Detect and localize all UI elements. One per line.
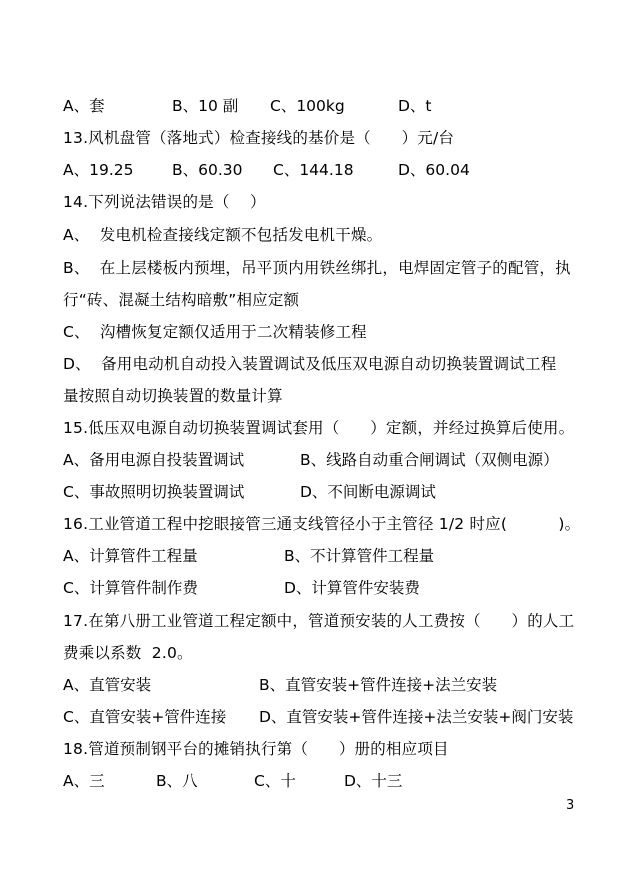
q15-option-c: C、事故照明切换装置调试 — [63, 483, 245, 501]
q16-option-c: C、计算管件制作费 — [63, 579, 198, 597]
q12-option-a: A、套 — [63, 97, 105, 115]
q18-option-c: C、十 — [254, 772, 296, 790]
q13-option-a: A、19.25 — [63, 161, 134, 179]
q17-option-c: C、直管安装+管件连接 — [63, 708, 227, 726]
q17-option-a: A、直管安装 — [63, 676, 152, 694]
q17-stem-line2: 费乘以系数 2.0。 — [63, 644, 193, 662]
q12-option-c: C、100kg — [270, 97, 345, 115]
q15-option-a: A、备用电源自投装置调试 — [63, 451, 245, 469]
page-number: 3 — [566, 798, 575, 813]
q14-option-a: A、 发电机检查接线定额不包括发电机干燥。 — [63, 226, 383, 244]
q12-option-b: B、10 副 — [172, 97, 239, 115]
q17-option-d: D、直管安装+管件连接+法兰安装+阀门安装 — [259, 708, 574, 726]
q14-option-c: C、 沟槽恢复定额仅适用于二次精装修工程 — [63, 323, 367, 341]
q16-option-b: B、不计算管件工程量 — [284, 547, 435, 565]
q13-option-c: C、144.18 — [273, 161, 354, 179]
q12-option-d: D、t — [398, 97, 432, 115]
q16-option-d: D、计算管件安装费 — [284, 579, 420, 597]
q17-option-b: B、直管安装+管件连接+法兰安装 — [259, 676, 498, 694]
q18-option-d: D、十三 — [344, 772, 403, 790]
q16-stem: 16.工业管道工程中挖眼接管三通支线管径小于主管径 1/2 时应( )。 — [63, 515, 581, 533]
q15-option-d: D、不间断电源调试 — [300, 483, 436, 501]
q18-option-b: B、八 — [156, 772, 198, 790]
q15-stem: 15.低压双电源自动切换装置调试套用（ ）定额，并经过换算后使用。 — [63, 419, 575, 437]
q14-option-d-line2: 量按照自动切换装置的数量计算 — [63, 387, 283, 405]
q17-stem-line1: 17.在第八册工业管道工程定额中，管道预安装的人工费按（ ）的人工 — [63, 612, 575, 630]
q14-option-b-line2: 行“砖、混凝土结构暗敷”相应定额 — [63, 291, 300, 309]
q14-option-d-line1: D、 备用电动机自动投入装置调试及低压双电源自动切换装置调试工程 — [63, 355, 557, 373]
q13-option-d: D、60.04 — [398, 161, 470, 179]
q14-option-b-line1: B、 在上层楼板内预埋，吊平顶内用铁丝绑扎，电焊固定管子的配管，执 — [63, 259, 571, 277]
q13-stem: 13.风机盘管（落地式）检查接线的基价是（ ）元/台 — [63, 129, 455, 147]
q18-stem: 18.管道预制钢平台的摊销执行第（ ）册的相应项目 — [63, 740, 449, 758]
q16-option-a: A、计算管件工程量 — [63, 547, 198, 565]
q14-stem: 14.下列说法错误的是（ ） — [63, 193, 266, 211]
q18-option-a: A、三 — [63, 772, 105, 790]
q15-option-b: B、线路自动重合闸调试（双侧电源） — [300, 451, 559, 469]
q13-option-b: B、60.30 — [172, 161, 243, 179]
